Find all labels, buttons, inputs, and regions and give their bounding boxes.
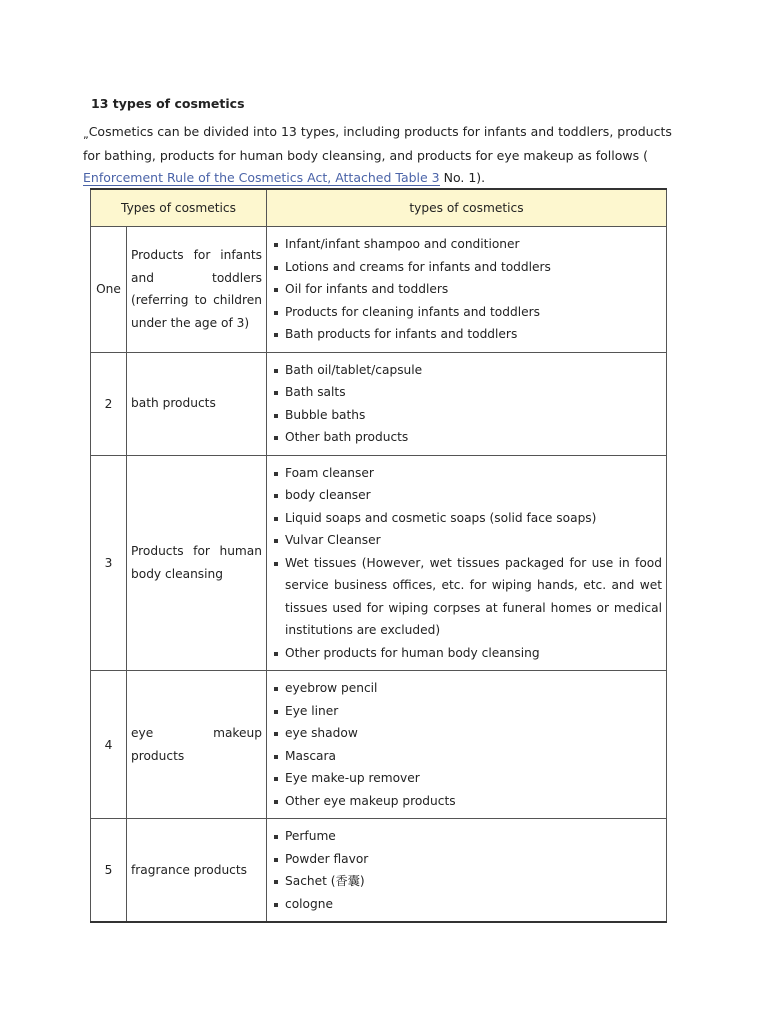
list-item: Infant/infant shampoo and conditioner <box>271 233 662 256</box>
list-item: Sachet (香囊) <box>271 870 662 893</box>
list-item: Eye liner <box>271 700 662 723</box>
cosmetic-type-name: Products for infants and toddlers (referring to children under the age of 3) <box>127 227 267 353</box>
cosmetic-items-list <box>271 677 662 812</box>
cosmetic-type-name: bath products <box>127 352 267 455</box>
cosmetic-items-list <box>271 462 662 665</box>
list-item: Powder flavor <box>271 848 662 871</box>
list-item: Bath oil/tablet/capsule <box>271 359 662 382</box>
enforcement-rule-link[interactable]: Enforcement Rule of the Cosmetics Act, Attached Table 3 <box>83 170 440 185</box>
list-item: Vulvar Cleanser <box>271 529 662 552</box>
table-row <box>91 455 667 671</box>
table-row <box>91 227 667 353</box>
header-types-left: Types of cosmetics <box>91 189 267 227</box>
list-item: Bubble baths <box>271 404 662 427</box>
list-item: Other eye makeup products <box>271 790 662 813</box>
list-item: body cleanser <box>271 484 662 507</box>
list-item: Perfume <box>271 825 662 848</box>
table-body <box>91 227 667 923</box>
cosmetic-items-list <box>271 359 662 449</box>
list-item: Other bath products <box>271 426 662 449</box>
cosmetic-items-cell <box>267 671 667 819</box>
cosmetic-type-name: Products for human body cleansing <box>127 455 267 671</box>
list-item: eyebrow pencil <box>271 677 662 700</box>
table-row <box>91 671 667 819</box>
table-row <box>91 352 667 455</box>
cosmetic-items-cell <box>267 227 667 353</box>
cosmetic-items-list <box>271 825 662 915</box>
list-item: Other products for human body cleansing <box>271 642 662 665</box>
intro-mark: „ <box>83 128 89 141</box>
list-item: cologne <box>271 893 662 916</box>
list-item: Bath products for infants and toddlers <box>271 323 662 346</box>
row-number: One <box>91 227 127 353</box>
list-item: Bath salts <box>271 381 662 404</box>
row-number: 3 <box>91 455 127 671</box>
list-item: Liquid soaps and cosmetic soaps (solid face soaps) <box>271 507 662 530</box>
cosmetic-type-name: eye makeup products <box>127 671 267 819</box>
list-item: Oil for infants and toddlers <box>271 278 662 301</box>
list-item: Wet tissues (However, wet tissues packaged for use in food service business offices, etc. for wiping hands, etc. and wet tissues used for wiping corpses at funeral homes or medical institutions are excluded) <box>271 552 662 642</box>
cosmetic-items-cell <box>267 455 667 671</box>
cosmetics-types-table <box>90 188 667 923</box>
page-title: 13 types of cosmetics <box>91 96 245 111</box>
table-header-row <box>91 189 667 227</box>
cosmetic-items-cell <box>267 352 667 455</box>
list-item: Products for cleaning infants and toddlers <box>271 301 662 324</box>
list-item: Eye make-up remover <box>271 767 662 790</box>
header-types-right: types of cosmetics <box>267 189 667 227</box>
row-number: 4 <box>91 671 127 819</box>
cosmetic-type-name: fragrance products <box>127 819 267 923</box>
list-item: Foam cleanser <box>271 462 662 485</box>
table-row <box>91 819 667 923</box>
cosmetic-items-list <box>271 233 662 346</box>
row-number: 5 <box>91 819 127 923</box>
cosmetic-items-cell <box>267 819 667 923</box>
intro-paragraph <box>83 121 683 190</box>
list-item: Lotions and creams for infants and toddlers <box>271 256 662 279</box>
intro-text-end: No. 1). <box>439 170 486 185</box>
row-number: 2 <box>91 352 127 455</box>
list-item: eye shadow <box>271 722 662 745</box>
list-item: Mascara <box>271 745 662 768</box>
intro-text: Cosmetics can be divided into 13 types, including products for infants and toddlers, products for bathing, products for human body cleansing, and products for eye makeup as follows ( <box>83 124 672 163</box>
